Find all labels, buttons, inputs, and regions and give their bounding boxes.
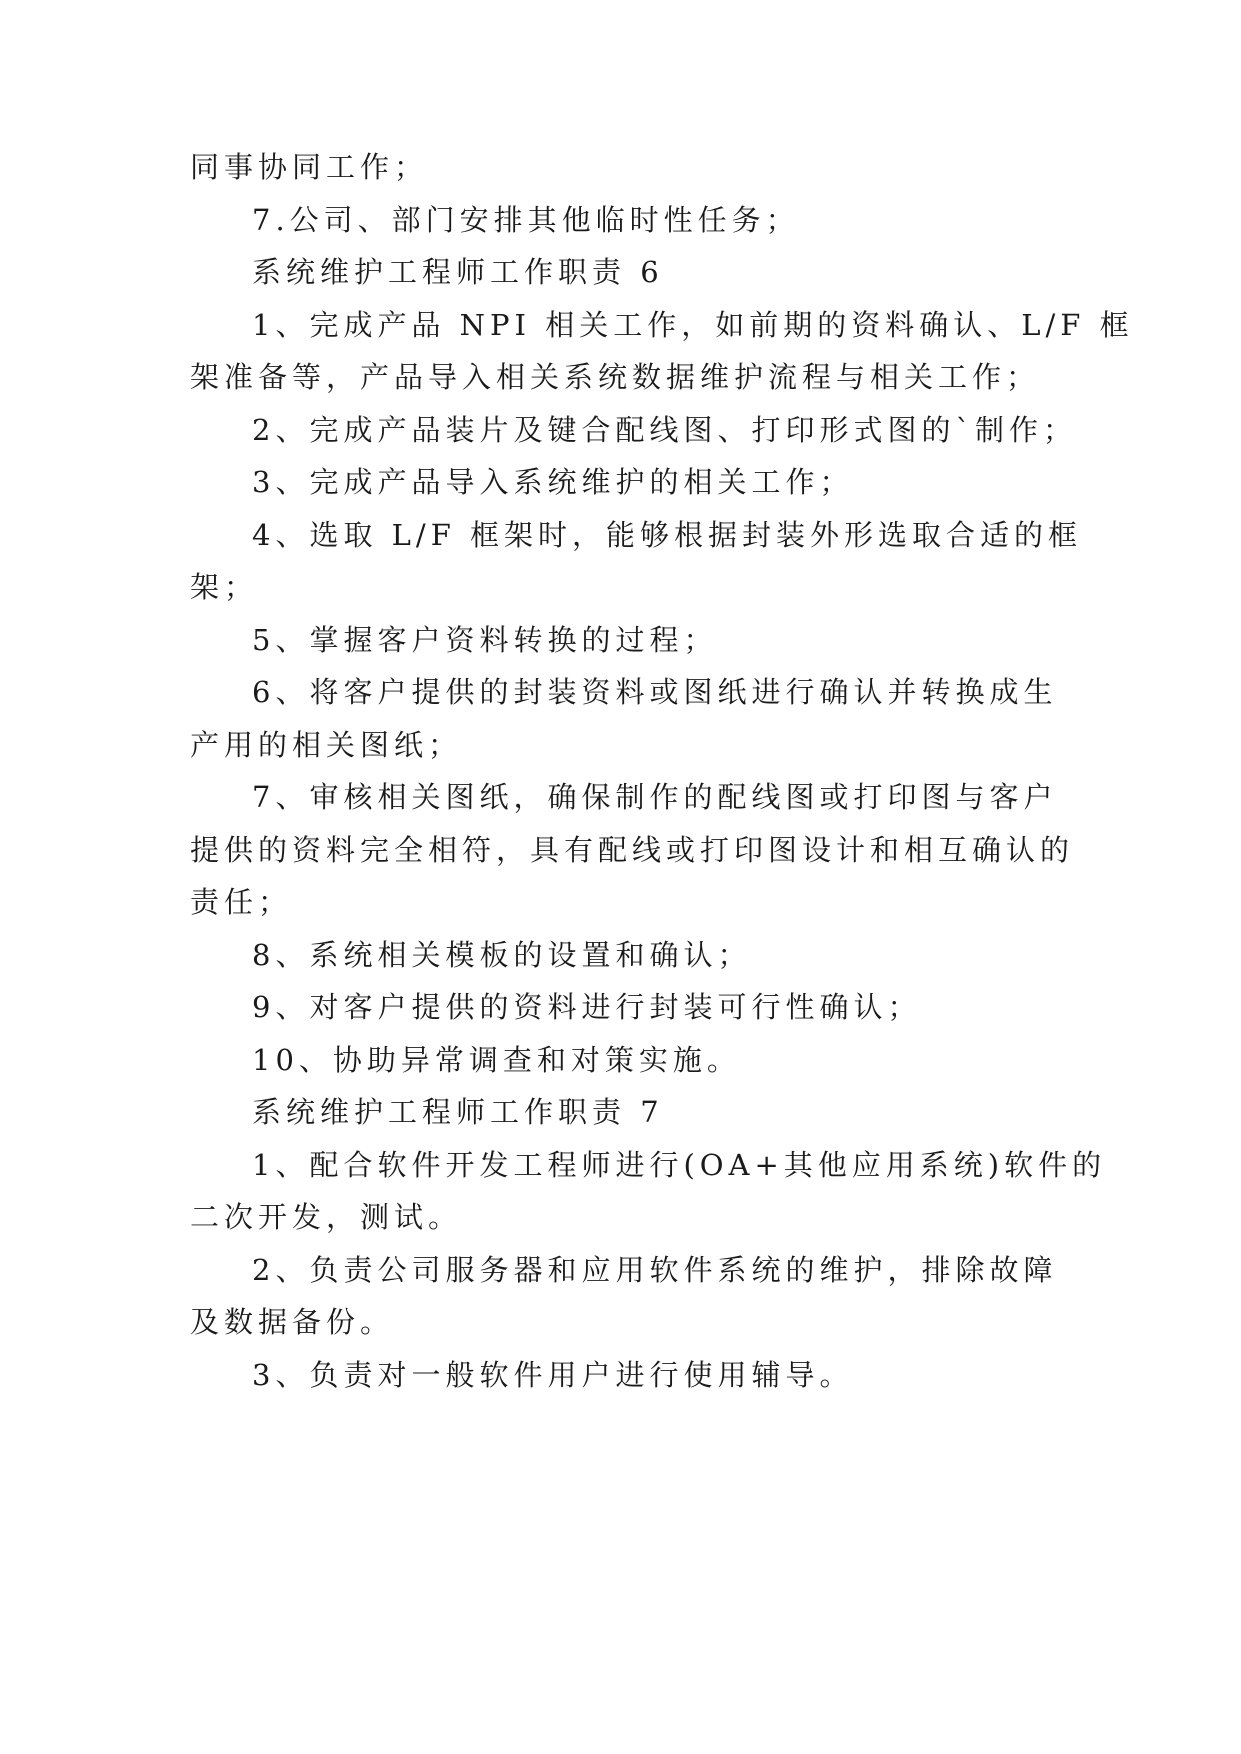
- body-text-line: 架准备等，产品导入相关系统数据维护流程与相关工作；: [190, 360, 1041, 394]
- list-item: 8、系统相关模板的设置和确认；: [252, 938, 752, 972]
- body-text-line: 产用的相关图纸；: [190, 728, 463, 762]
- body-text-line: 及数据备份。: [190, 1305, 395, 1339]
- section-heading: 系统维护工程师工作职责 7: [252, 1095, 664, 1129]
- list-item: 3、负责对一般软件用户进行使用辅导。: [252, 1358, 854, 1392]
- section-heading: 系统维护工程师工作职责 6: [252, 255, 664, 289]
- body-text-line: 责任；: [190, 885, 293, 919]
- list-item: 7.公司、部门安排其他临时性任务；: [252, 203, 800, 237]
- body-text-line: 架；: [190, 570, 259, 604]
- list-item: 2、完成产品装片及键合配线图、打印形式图的`制作；: [252, 413, 1077, 447]
- list-item: 10、协助异常调查和对策实施。: [252, 1043, 741, 1077]
- list-item: 9、对客户提供的资料进行封装可行性确认；: [252, 990, 922, 1024]
- list-item: 7、审核相关图纸，确保制作的配线图或打印图与客户: [252, 780, 1058, 814]
- list-item: 6、将客户提供的封装资料或图纸进行确认并转换成生: [252, 675, 1058, 709]
- body-text-line: 二次开发，测试。: [190, 1200, 463, 1234]
- list-item: 4、选取 L/F 框架时，能够根据封装外形选取合适的框: [252, 518, 1083, 552]
- list-item: 5、掌握客户资料转换的过程；: [252, 623, 718, 657]
- body-text-line: 同事协同工作；: [190, 150, 429, 184]
- body-text-line: 提供的资料完全相符，具有配线或打印图设计和相互确认的: [190, 833, 1075, 867]
- list-item: 1、配合软件开发工程师进行(OA+其他应用系统)软件的: [252, 1148, 1107, 1182]
- list-item: 1、完成产品 NPI 相关工作，如前期的资料确认、L/F 框: [252, 308, 1134, 342]
- list-item: 2、负责公司服务器和应用软件系统的维护，排除故障: [252, 1253, 1058, 1287]
- list-item: 3、完成产品导入系统维护的相关工作；: [252, 465, 854, 499]
